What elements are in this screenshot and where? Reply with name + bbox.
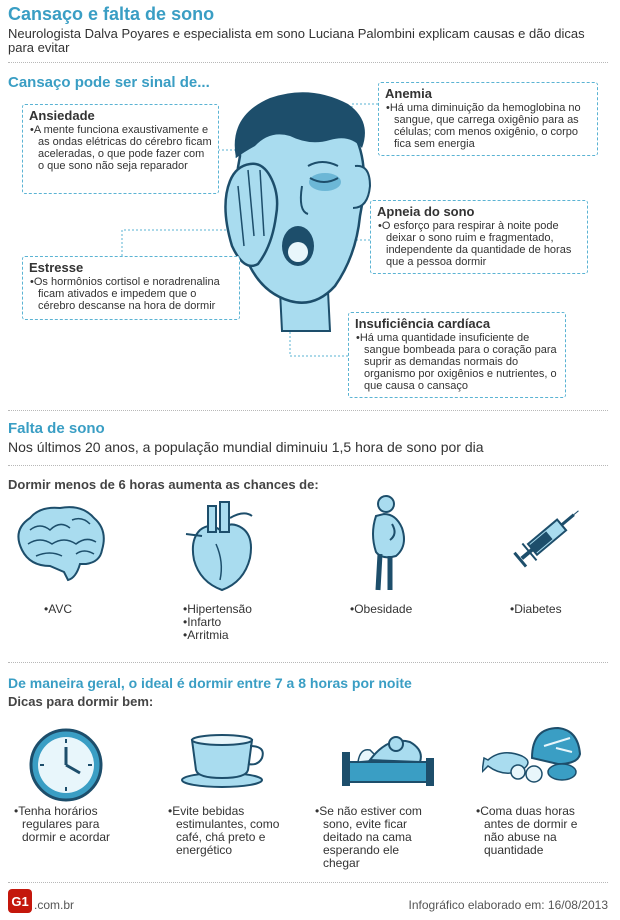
cause-box-ansiedade	[22, 104, 219, 194]
risk-item: • Infarto	[183, 616, 252, 629]
footer-credit: Infográfico elaborado em: 16/08/2013	[408, 898, 608, 912]
cause-text: • Há uma quantidade insuficiente de sangue bombeada para o coração para suprir as demandas normais do organismo por oxigênios e nutrientes, o que causa o cansaço	[355, 332, 559, 392]
cause-text: • A mente funciona exaustivamente e as ondas elétricas do cérebro ficam aceleradas, o que pode fazer com o que sono não seja reparador	[29, 124, 212, 172]
footer-domain[interactable]: .com.br	[34, 898, 75, 912]
overweight-person-icon	[368, 494, 412, 594]
section-heading-ideal-sleep: De maneira geral, o ideal é dormir entre 7 a 8 horas por noite	[8, 675, 412, 691]
tip-avoid-bed-waiting: • Se não estiver com sono, evite ficar deitado na cama esperando ele chegar	[315, 805, 435, 870]
divider	[8, 465, 608, 466]
divider	[8, 662, 608, 663]
brain-icon	[10, 500, 110, 590]
syringe-icon	[510, 496, 590, 576]
divider	[8, 410, 608, 411]
cause-text: • Os hormônios cortisol e noradrenalina ficam ativados e impedem que o cérebro descanse na hora de dormir	[29, 276, 233, 312]
risk-item: • Arritmia	[183, 629, 252, 642]
risk-item: • Diabetes	[510, 603, 562, 616]
section-heading-causes: Cansaço pode ser sinal de...	[8, 74, 210, 91]
risk-list-diabetes	[510, 603, 562, 616]
cause-text: • Há uma diminuição da hemoglobina no sangue, que carrega oxigênio para as células; com menos oxigênio, o corpo fica sem energia	[385, 102, 591, 150]
tip-eat-early: • Coma duas horas antes de dormir e não abuse na quantidade	[476, 805, 600, 857]
clock-icon	[28, 727, 104, 803]
heart-icon	[180, 500, 260, 595]
page-subtitle: Neurologista Dalva Poyares e especialista em sono Luciana Palombini explicam causas e dão dicas para evitar	[8, 26, 585, 55]
cause-box-insuficiencia	[348, 312, 566, 398]
cause-box-anemia	[378, 82, 598, 156]
divider	[8, 882, 608, 883]
cause-text: • O esforço para respirar à noite pode deixar o sono ruim e fragmentado, independente da quantidade de horas que a pessoa dormir	[377, 220, 581, 268]
cause-title: Estresse	[29, 260, 84, 275]
food-icon	[482, 724, 582, 788]
risk-item: • Hipertensão	[183, 603, 252, 616]
risk-list-obesity	[350, 603, 412, 616]
tips-heading: Dicas para dormir bem:	[8, 694, 154, 709]
sleep-loss-lead: Nos últimos 20 anos, a população mundial diminuiu 1,5 hora de sono por dia	[8, 439, 484, 455]
bed-icon	[340, 730, 436, 790]
cause-title: Apneia do sono	[377, 204, 475, 219]
risk-item: • AVC	[44, 603, 72, 616]
cause-box-estresse	[22, 256, 240, 320]
risk-list-heart	[183, 603, 252, 642]
g1-logo[interactable]	[8, 889, 32, 913]
cause-box-apneia	[370, 200, 588, 274]
section-heading-sleep-loss: Falta de sono	[8, 420, 105, 437]
coffee-cup-icon	[180, 732, 270, 788]
risks-heading: Dormir menos de 6 horas aumenta as chances de:	[8, 477, 319, 492]
risk-list-avc	[44, 603, 72, 616]
page-title: Cansaço e falta de sono	[8, 4, 215, 24]
cause-title: Ansiedade	[29, 108, 95, 123]
svg-text:G1: G1	[11, 894, 29, 909]
risk-item: • Obesidade	[350, 603, 412, 616]
tip-sleep-schedule: • Tenha horários regulares para dormir e acordar	[14, 805, 126, 844]
cause-title: Anemia	[385, 86, 432, 101]
tip-avoid-stimulants: • Evite bebidas estimulantes, como café, chá preto e energético	[168, 805, 280, 857]
cause-title: Insuficiência cardíaca	[355, 316, 491, 331]
